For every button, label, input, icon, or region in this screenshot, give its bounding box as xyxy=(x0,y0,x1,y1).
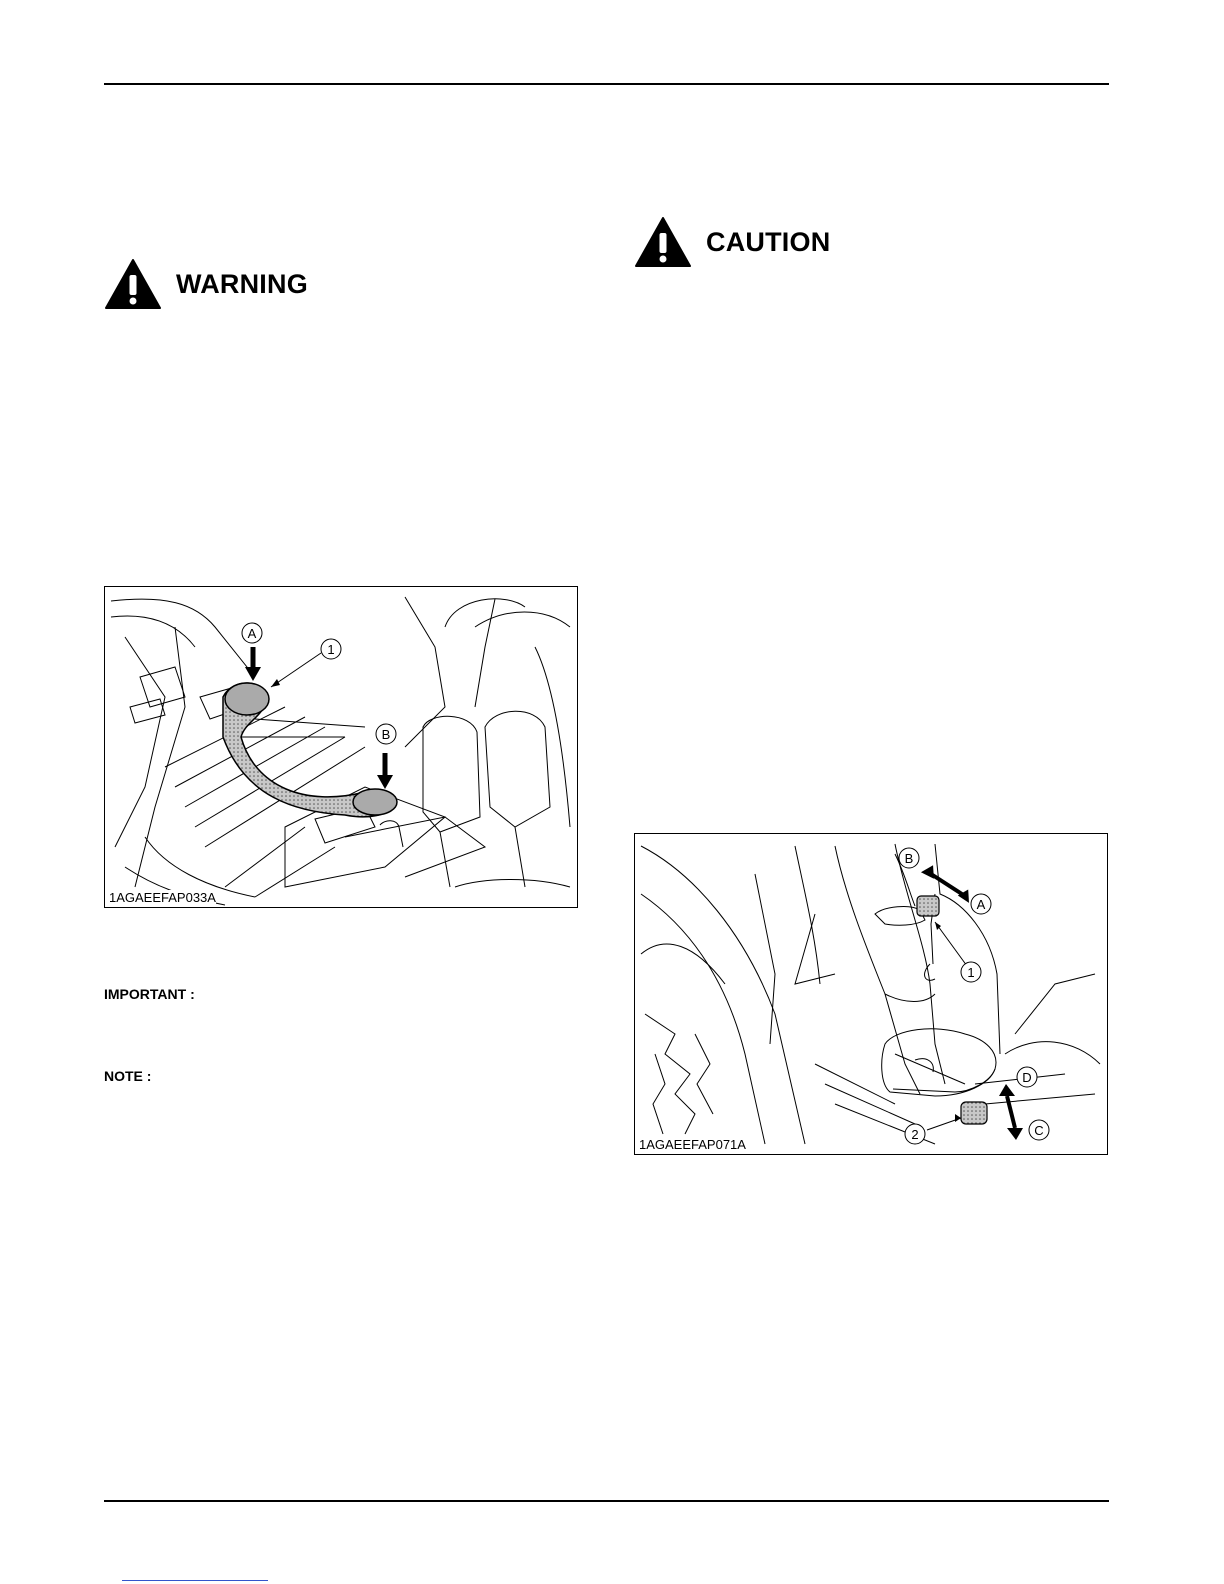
callout-a: A xyxy=(976,897,986,912)
caution-heading xyxy=(634,216,830,268)
throttle-figure xyxy=(634,833,1108,1155)
warning-triangle-icon xyxy=(104,258,162,310)
warning-label: WARNING xyxy=(176,268,308,299)
callout-2: 2 xyxy=(911,1127,919,1142)
callout-b: B xyxy=(904,851,914,866)
brake-pedal-figure xyxy=(104,586,578,908)
throttle-illustration xyxy=(635,834,1107,1154)
callout-1: 1 xyxy=(967,965,975,980)
callout-b: B xyxy=(381,727,391,742)
figure-code: 1AGAEEFAP033A xyxy=(109,890,216,905)
header-rule xyxy=(104,83,1109,85)
brake-pedal-illustration xyxy=(105,587,577,907)
callout-c: C xyxy=(1034,1123,1044,1138)
important-label: IMPORTANT : xyxy=(104,986,195,1002)
note-label: NOTE : xyxy=(104,1068,152,1084)
callout-d: D xyxy=(1022,1070,1032,1085)
footer-link-underline[interactable] xyxy=(122,1580,268,1581)
callout-1: 1 xyxy=(327,642,335,657)
caution-label: CAUTION xyxy=(706,226,831,257)
footer-rule xyxy=(104,1500,1109,1502)
warning-heading xyxy=(104,258,308,310)
caution-triangle-icon xyxy=(634,216,692,268)
callout-a: A xyxy=(247,626,257,641)
figure-code: 1AGAEEFAP071A xyxy=(639,1137,746,1152)
